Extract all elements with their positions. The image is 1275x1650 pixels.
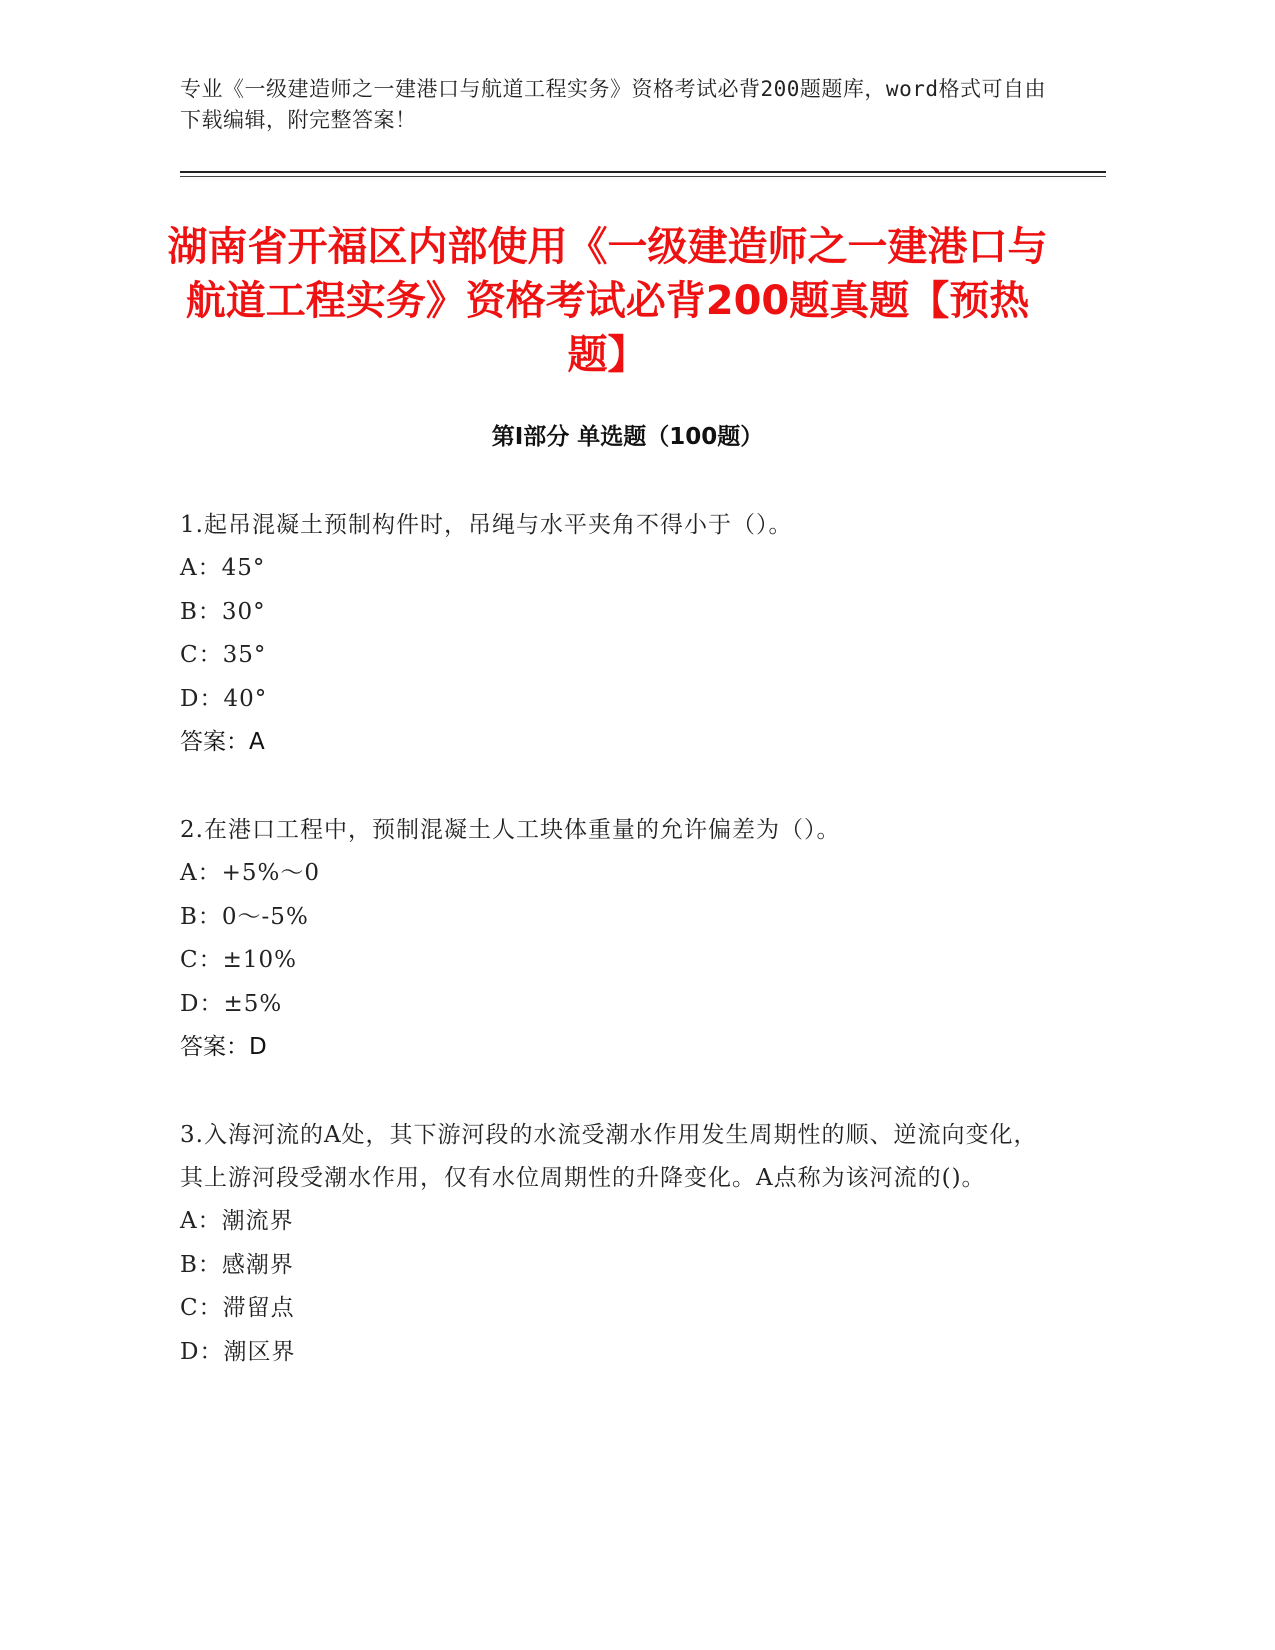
option-b: B：30°: [180, 598, 266, 625]
question-stem: 2.在港口工程中，预制混凝土人工块体重量的允许偏差为（）。: [180, 817, 841, 843]
answer: 答案：A: [180, 729, 265, 755]
option-a: A：45°: [180, 555, 266, 581]
document-title: 湖南省开福区内部使用《一级建造师之一建港口与航道工程实务》资格考试必背200题真题【预热题】: [167, 224, 1048, 378]
option-b: B：0～-5%: [180, 903, 309, 930]
option-a: A：潮流界: [180, 1208, 294, 1234]
question-1: [180, 504, 1040, 764]
option-d: D：潮区界: [180, 1338, 296, 1365]
option-a: A：+5%～0: [180, 860, 321, 886]
question-stem: 1.起吊混凝土预制构件时，吊绳与水平夹角不得小于（）。: [180, 512, 793, 538]
header-note: 专业《一级建造师之一建港口与航道工程实务》资格考试必背200题题库，word格式可自由下载编辑，附完整答案！: [180, 77, 1046, 132]
option-d: D：±5%: [180, 990, 283, 1017]
answer: 答案：D: [180, 1034, 267, 1060]
header-divider-thick: [180, 171, 1106, 173]
option-c: C：±10%: [180, 947, 297, 973]
option-c: C：35°: [180, 642, 267, 668]
question-3: [180, 1114, 1040, 1374]
question-stem: 3.入海河流的A处，其下游河段的水流受潮水作用发生周期性的顺、逆流向变化，其上游河段受潮水作用，仅有水位周期性的升降变化。A点称为该河流的()。: [180, 1122, 1038, 1191]
option-b: B：感潮界: [180, 1251, 294, 1278]
question-2: [180, 809, 1040, 1069]
header-divider-thin: [180, 176, 1106, 177]
option-c: C：滞留点: [180, 1295, 295, 1321]
option-d: D：40°: [180, 685, 268, 712]
section-title: 第I部分 单选题（100题）: [491, 424, 764, 450]
